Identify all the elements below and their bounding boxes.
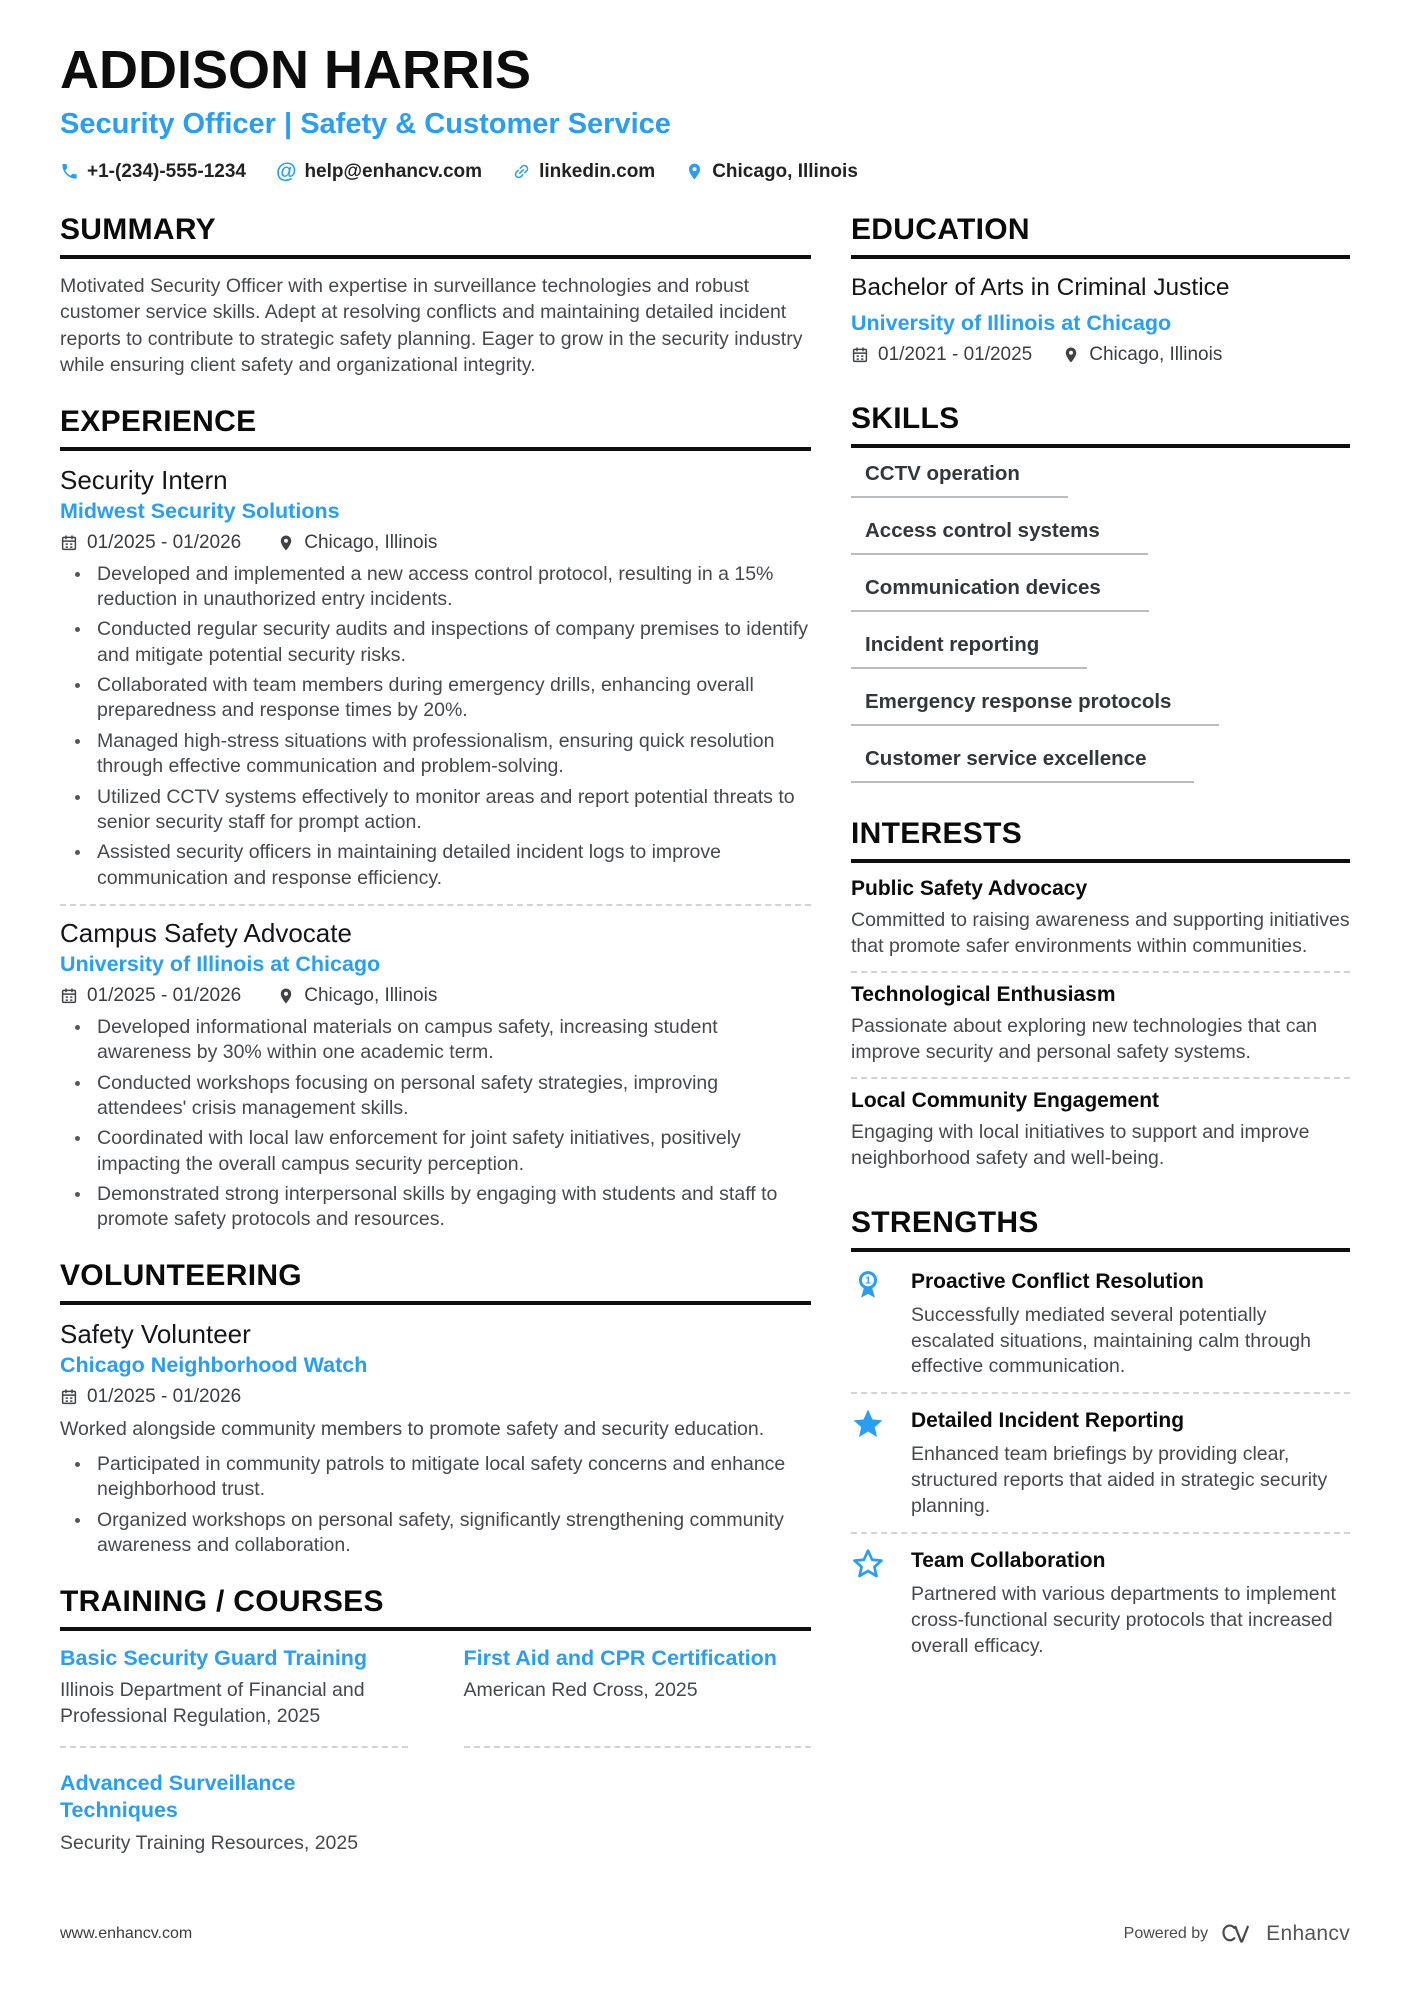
enhancv-logo-icon xyxy=(1218,1921,1256,1947)
job-dates xyxy=(60,532,241,554)
bullet-item: Demonstrated strong interpersonal skills by engaging with students and staff to promote safety protocols and resources. xyxy=(60,1182,811,1233)
skill-item xyxy=(851,576,1350,612)
course-provider: American Red Cross, 2025 xyxy=(463,1679,698,1702)
divider xyxy=(851,971,1350,973)
strengths-heading: STRENGTHS xyxy=(851,1206,1350,1252)
education-meta xyxy=(851,344,1350,366)
bullet-item: Organized workshops on personal safety, significantly strengthening community awareness and collaboration. xyxy=(60,1508,811,1559)
resume-columns xyxy=(60,213,1350,1883)
volunteer-organization: Chicago Neighborhood Watch xyxy=(60,1352,368,1377)
education-location xyxy=(1062,344,1222,366)
calendar-icon xyxy=(60,534,78,552)
location-pin-icon xyxy=(1062,346,1080,364)
job-company: Midwest Security Solutions xyxy=(60,498,340,523)
bullet-item: Developed informational materials on campus safety, increasing student awareness by 30% within one academic term. xyxy=(60,1015,811,1066)
candidate-name: ADDISON HARRIS xyxy=(60,40,532,100)
interest-title: Technological Enthusiasm xyxy=(851,982,1116,1006)
interest-item xyxy=(851,1089,1350,1172)
divider xyxy=(851,1077,1350,1079)
divider xyxy=(60,904,811,906)
course-title: Advanced Surveillance Techniques xyxy=(60,1770,296,1822)
volunteer-description: Worked alongside community members to promote safety and security education. xyxy=(60,1417,765,1440)
strengths-section xyxy=(851,1206,1350,1660)
skill-item xyxy=(851,519,1350,555)
svg-text:1: 1 xyxy=(865,1275,871,1287)
experience-entry xyxy=(60,918,811,1233)
skill-item xyxy=(851,690,1350,726)
course-item xyxy=(60,1770,408,1856)
volunteer-dates xyxy=(60,1386,241,1408)
job-location-text: Chicago, Illinois xyxy=(304,531,438,553)
course-item xyxy=(464,1645,812,1748)
bullet-item: Managed high-stress situations with professionalism, ensuring quick resolution through effective communication and problem-solving. xyxy=(60,729,811,780)
contact-email[interactable] xyxy=(276,161,482,183)
volunteer-meta xyxy=(60,1386,811,1408)
skill-item xyxy=(851,747,1350,783)
resume-header xyxy=(60,42,1350,183)
job-meta xyxy=(60,985,811,1007)
contact-linkedin-text: linkedin.com xyxy=(539,160,656,182)
skills-heading: SKILLS xyxy=(851,402,1350,448)
course-title: First Aid and CPR Certification xyxy=(463,1645,777,1670)
volunteering-heading: VOLUNTEERING xyxy=(60,1259,811,1305)
strength-title: Team Collaboration xyxy=(911,1549,1106,1573)
bullet-item: Collaborated with team members during emergency drills, enhancing overall preparedness and response times by 20%. xyxy=(60,673,811,724)
education-location-text: Chicago, Illinois xyxy=(1089,344,1223,366)
skill-label: Emergency response protocols xyxy=(851,690,1219,726)
bullet-item: Participated in community patrols to mitigate local safety concerns and enhance neighborhood trust. xyxy=(60,1452,811,1503)
experience-heading: EXPERIENCE xyxy=(60,405,811,451)
interests-heading: INTERESTS xyxy=(851,817,1350,863)
job-location xyxy=(277,532,437,554)
interests-section xyxy=(851,817,1350,1172)
location-pin-icon xyxy=(685,162,704,181)
job-bullets xyxy=(60,1015,811,1233)
star-filled-icon xyxy=(851,1407,887,1441)
footer-site-link[interactable]: www.enhancv.com xyxy=(60,1925,193,1942)
volunteer-dates-text: 01/2025 - 01/2026 xyxy=(87,1385,242,1407)
interest-title: Public Safety Advocacy xyxy=(851,877,1088,901)
bullet-item: Conducted workshops focusing on personal safety strategies, improving attendees' crisis management skills. xyxy=(60,1071,811,1122)
course-provider: Illinois Department of Financial and Professional Regulation, 2025 xyxy=(60,1679,365,1728)
bullet-item: Conducted regular security audits and inspections of company premises to identify and mitigate potential security risks. xyxy=(60,617,811,668)
powered-by xyxy=(1124,1921,1350,1947)
skills-section xyxy=(851,402,1350,783)
job-title: Security Intern xyxy=(60,464,228,495)
skill-label: Customer service excellence xyxy=(851,747,1194,783)
skill-label: CCTV operation xyxy=(851,462,1068,498)
strength-item xyxy=(851,1266,1350,1381)
star-outline-icon xyxy=(851,1547,887,1581)
job-location xyxy=(277,985,437,1007)
skill-item xyxy=(851,633,1350,669)
summary-section xyxy=(60,213,811,379)
contact-location-text: Chicago, Illinois xyxy=(712,160,858,182)
job-dates xyxy=(60,985,241,1007)
strength-content xyxy=(911,1545,1350,1660)
strength-item xyxy=(851,1405,1350,1520)
skill-label: Communication devices xyxy=(851,576,1149,612)
location-pin-icon xyxy=(277,987,295,1005)
calendar-icon xyxy=(851,346,869,364)
job-bullets xyxy=(60,562,811,891)
course-title: Basic Security Guard Training xyxy=(60,1645,368,1670)
summary-text: Motivated Security Officer with expertise in surveillance technologies and robust customer service skills. Adept at resolving conflicts and maintaining detailed incident reports to contribute to strategic safety planning. Eager to grow in the security industry while ensuring client safety and organizational integrity. xyxy=(60,274,803,377)
course-item xyxy=(60,1645,408,1748)
skill-label: Access control systems xyxy=(851,519,1148,555)
strength-content xyxy=(911,1405,1350,1520)
award-ribbon-icon xyxy=(851,1268,887,1302)
candidate-headline: Security Officer | Safety & Customer Service xyxy=(60,107,671,140)
powered-by-label: Powered by xyxy=(1123,1925,1209,1942)
job-title: Campus Safety Advocate xyxy=(60,917,352,948)
volunteer-role: Safety Volunteer xyxy=(60,1318,251,1349)
skill-label: Incident reporting xyxy=(851,633,1087,669)
training-section xyxy=(60,1585,811,1857)
bullet-item: Utilized CCTV systems effectively to monitor areas and report potential threats to senior security staff for prompt action. xyxy=(60,785,811,836)
bullet-item: Coordinated with local law enforcement for joint safety initiatives, positively impacting the overall campus security perception. xyxy=(60,1126,811,1177)
interest-description: Engaging with local initiatives to support and improve neighborhood safety and well-being. xyxy=(851,1120,1310,1169)
right-column xyxy=(851,213,1350,1883)
calendar-icon xyxy=(60,1388,78,1406)
job-company: University of Illinois at Chicago xyxy=(60,951,381,976)
contact-email-text: help@enhancv.com xyxy=(304,160,483,182)
interest-item xyxy=(851,983,1350,1066)
divider xyxy=(851,1392,1350,1394)
volunteering-section xyxy=(60,1259,811,1559)
job-location-text: Chicago, Illinois xyxy=(304,984,438,1006)
contact-row xyxy=(60,161,1350,183)
phone-icon xyxy=(60,162,79,181)
course-grid xyxy=(60,1645,811,1857)
summary-heading: SUMMARY xyxy=(60,213,811,259)
interest-description: Committed to raising awareness and supporting initiatives that promote safer environments within communities. xyxy=(851,909,1350,957)
strength-content xyxy=(911,1266,1350,1381)
at-icon: @ xyxy=(275,160,297,184)
education-dates-text: 01/2021 - 01/2025 xyxy=(878,344,1033,366)
job-meta xyxy=(60,532,811,554)
course-provider: Security Training Resources, 2025 xyxy=(60,1831,359,1854)
bullet-item: Developed and implemented a new access control protocol, resulting in a 15% reduction in unauthorized entry incidents. xyxy=(60,562,811,613)
calendar-icon xyxy=(60,987,78,1005)
experience-entry xyxy=(60,465,811,891)
contact-location xyxy=(685,161,858,183)
volunteer-bullets xyxy=(60,1452,811,1558)
brand-name: Enhancv xyxy=(1266,1922,1350,1945)
divider xyxy=(851,1532,1350,1534)
contact-linkedin[interactable] xyxy=(512,161,655,183)
strength-description: Enhanced team briefings by providing clear, structured reports that aided in strategic security planning. xyxy=(911,1443,1328,1518)
contact-phone-text: +1-(234)-555-1234 xyxy=(87,160,246,182)
strength-item xyxy=(851,1545,1350,1660)
school-name: University of Illinois at Chicago xyxy=(851,311,1172,336)
interest-description: Passionate about exploring new technologies that can improve security and personal safety systems. xyxy=(851,1014,1318,1063)
education-section xyxy=(851,213,1350,366)
strength-description: Successfully mediated several potentially escalated situations, maintaining calm through effective communication. xyxy=(911,1303,1311,1378)
education-heading: EDUCATION xyxy=(851,213,1350,259)
job-dates-text: 01/2025 - 01/2026 xyxy=(87,984,242,1006)
strength-title: Proactive Conflict Resolution xyxy=(911,1269,1204,1293)
education-dates xyxy=(851,344,1032,366)
strength-description: Partnered with various departments to implement cross-functional security protocols that increased overall efficacy. xyxy=(911,1583,1336,1657)
bullet-item: Assisted security officers in maintaining detailed incident logs to improve communication and response efficiency. xyxy=(60,840,811,891)
training-heading: TRAINING / COURSES xyxy=(60,1585,811,1631)
contact-phone xyxy=(60,161,246,183)
left-column xyxy=(60,213,811,1883)
strength-title: Detailed Incident Reporting xyxy=(911,1409,1185,1433)
interest-title: Local Community Engagement xyxy=(851,1088,1160,1112)
location-pin-icon xyxy=(277,534,295,552)
degree-title: Bachelor of Arts in Criminal Justice xyxy=(851,273,1230,301)
skill-item xyxy=(851,462,1350,498)
page-footer xyxy=(60,1921,1350,1947)
interest-item xyxy=(851,877,1350,960)
job-dates-text: 01/2025 - 01/2026 xyxy=(87,531,242,553)
link-icon xyxy=(508,158,535,185)
experience-section xyxy=(60,405,811,1233)
